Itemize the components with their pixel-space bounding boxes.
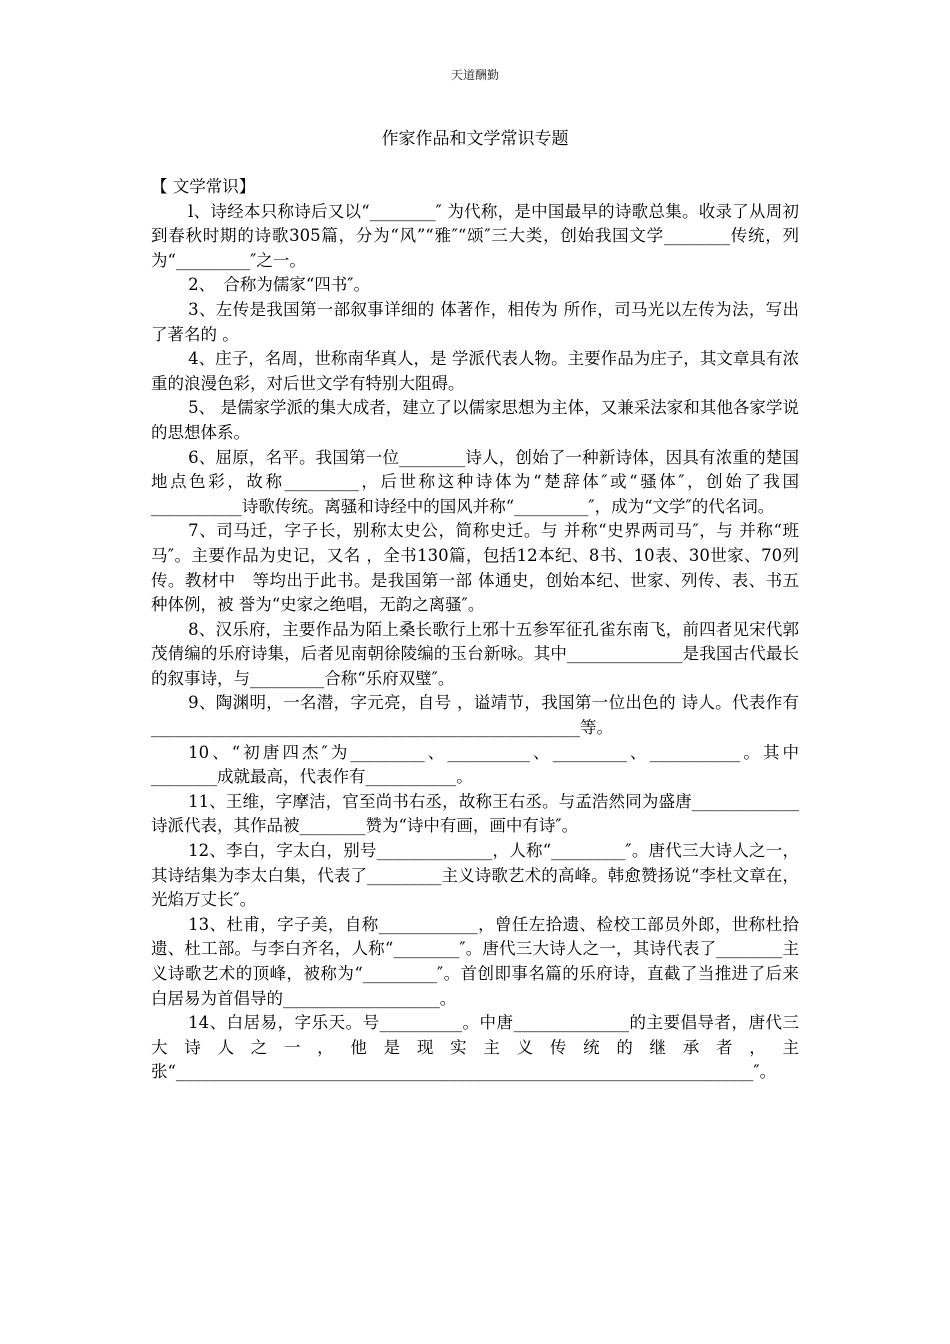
question-item: l、诗经本只称诗后又以“________″ 为代称，是中国最早的诗歌总集。收录了从周初到春秋时期的诗歌305篇，分为“风”“雅″“颂″三大类，创始我国文学________传统，列为“_________″之一。 bbox=[151, 201, 799, 270]
question-item: 4、庄子，名周，世称南华真人，是 学派代表人物。主要作品为庄子，其文章具有浓重的浪漫色彩，对后世文学有特别大阻碍。 bbox=[151, 349, 799, 393]
question-item: 8、汉乐府，主要作品为陌上桑长歌行上邪十五参军征孔雀东南飞，前四者见宋代郭茂倩编的乐府诗集，后者见南朝徐陵编的玉台新咏。其中______________是我国古代最长的叙事诗，与_________合称“乐府双璧″。 bbox=[151, 619, 799, 688]
question-item: 5、 是儒家学派的集大成者，建立了以儒家思想为主体，又兼采法家和其他各家学说的思想体系。 bbox=[151, 398, 799, 442]
question-item: 6、屈原，名平。我国第一位________诗人，创始了一种新诗体，因具有浓重的楚国地点色彩，故称_________，后世称这种诗体为“楚辞体″或“骚体″，创始了我国___________诗歌传统。离骚和诗经中的国风并称“_________″，成为“文学″的代名词。 bbox=[151, 447, 799, 516]
question-item: 3、左传是我国第一部叙事详细的 体著作，相传为 所作，司马光以左传为法，写出了著名的 。 bbox=[151, 299, 799, 344]
question-item: 10、“初唐四杰″为_________、__________、_________、___________。其中________成就最高，代表作有___________。 bbox=[151, 742, 799, 787]
section-heading: 【 文学常识】 bbox=[151, 177, 256, 196]
page-header: 天道酬勤 bbox=[450, 68, 499, 82]
question-item: 13、杜甫，字子美，自称____________，曾任左拾遗、检校工部员外郎，世称杜拾遗、杜工部。与李白齐名，人称“________″。唐代三大诗人之一，其诗代表了________主义诗歌艺术的顶峰，被称为“_________″。首创即事名篇的乐府诗，直截了当推进了后来白居易为首倡导的___________________。 bbox=[151, 914, 799, 1008]
question-item: 12、李白，字太白，别号______________，人称“_________″。唐代三大诗人之一，其诗结集为李太白集，代表了_________主义诗歌艺术的高峰。韩愈赞扬说“李杜文章在，光焰万丈长″。 bbox=[151, 841, 799, 910]
question-item: 11、王维，字摩洁，官至尚书右丞，故称王右丞。与孟浩然同为盛唐_____________诗派代表，其作品被________赞为“诗中有画，画中有诗″。 bbox=[151, 791, 799, 836]
question-item: 2、 合称为儒家“四书″。 bbox=[188, 275, 370, 295]
question-item: 7、司马迁，字子长，别称太史公，简称史迁。与 并称“史界两司马″，与 并称“班马″。主要作品为史记，又名 ，全书130篇，包括12本纪、8书、10表、30世家、70列传。教材中 等均出于此书。是我国第一部 体通史，创始本纪、世家、列传、表、书五种体例，被 誉为“史家之绝唱，无韵之离骚″。 bbox=[151, 521, 799, 615]
document-body bbox=[151, 175, 799, 1085]
question-item: 9、陶渊明，一名潜，字元亮，自号 ，谥靖节，我国第一位出色的 诗人。代表作有____________________________________________________等。 bbox=[151, 693, 799, 738]
document-title: 作家作品和文学常识专题 bbox=[381, 129, 569, 149]
question-item: 14、白居易，字乐天。号__________。中唐______________的主要倡导者，唐代三大诗人之一，他是现实主义传统的继承者，主张“______________________________________________________________________″。 bbox=[151, 1013, 799, 1082]
